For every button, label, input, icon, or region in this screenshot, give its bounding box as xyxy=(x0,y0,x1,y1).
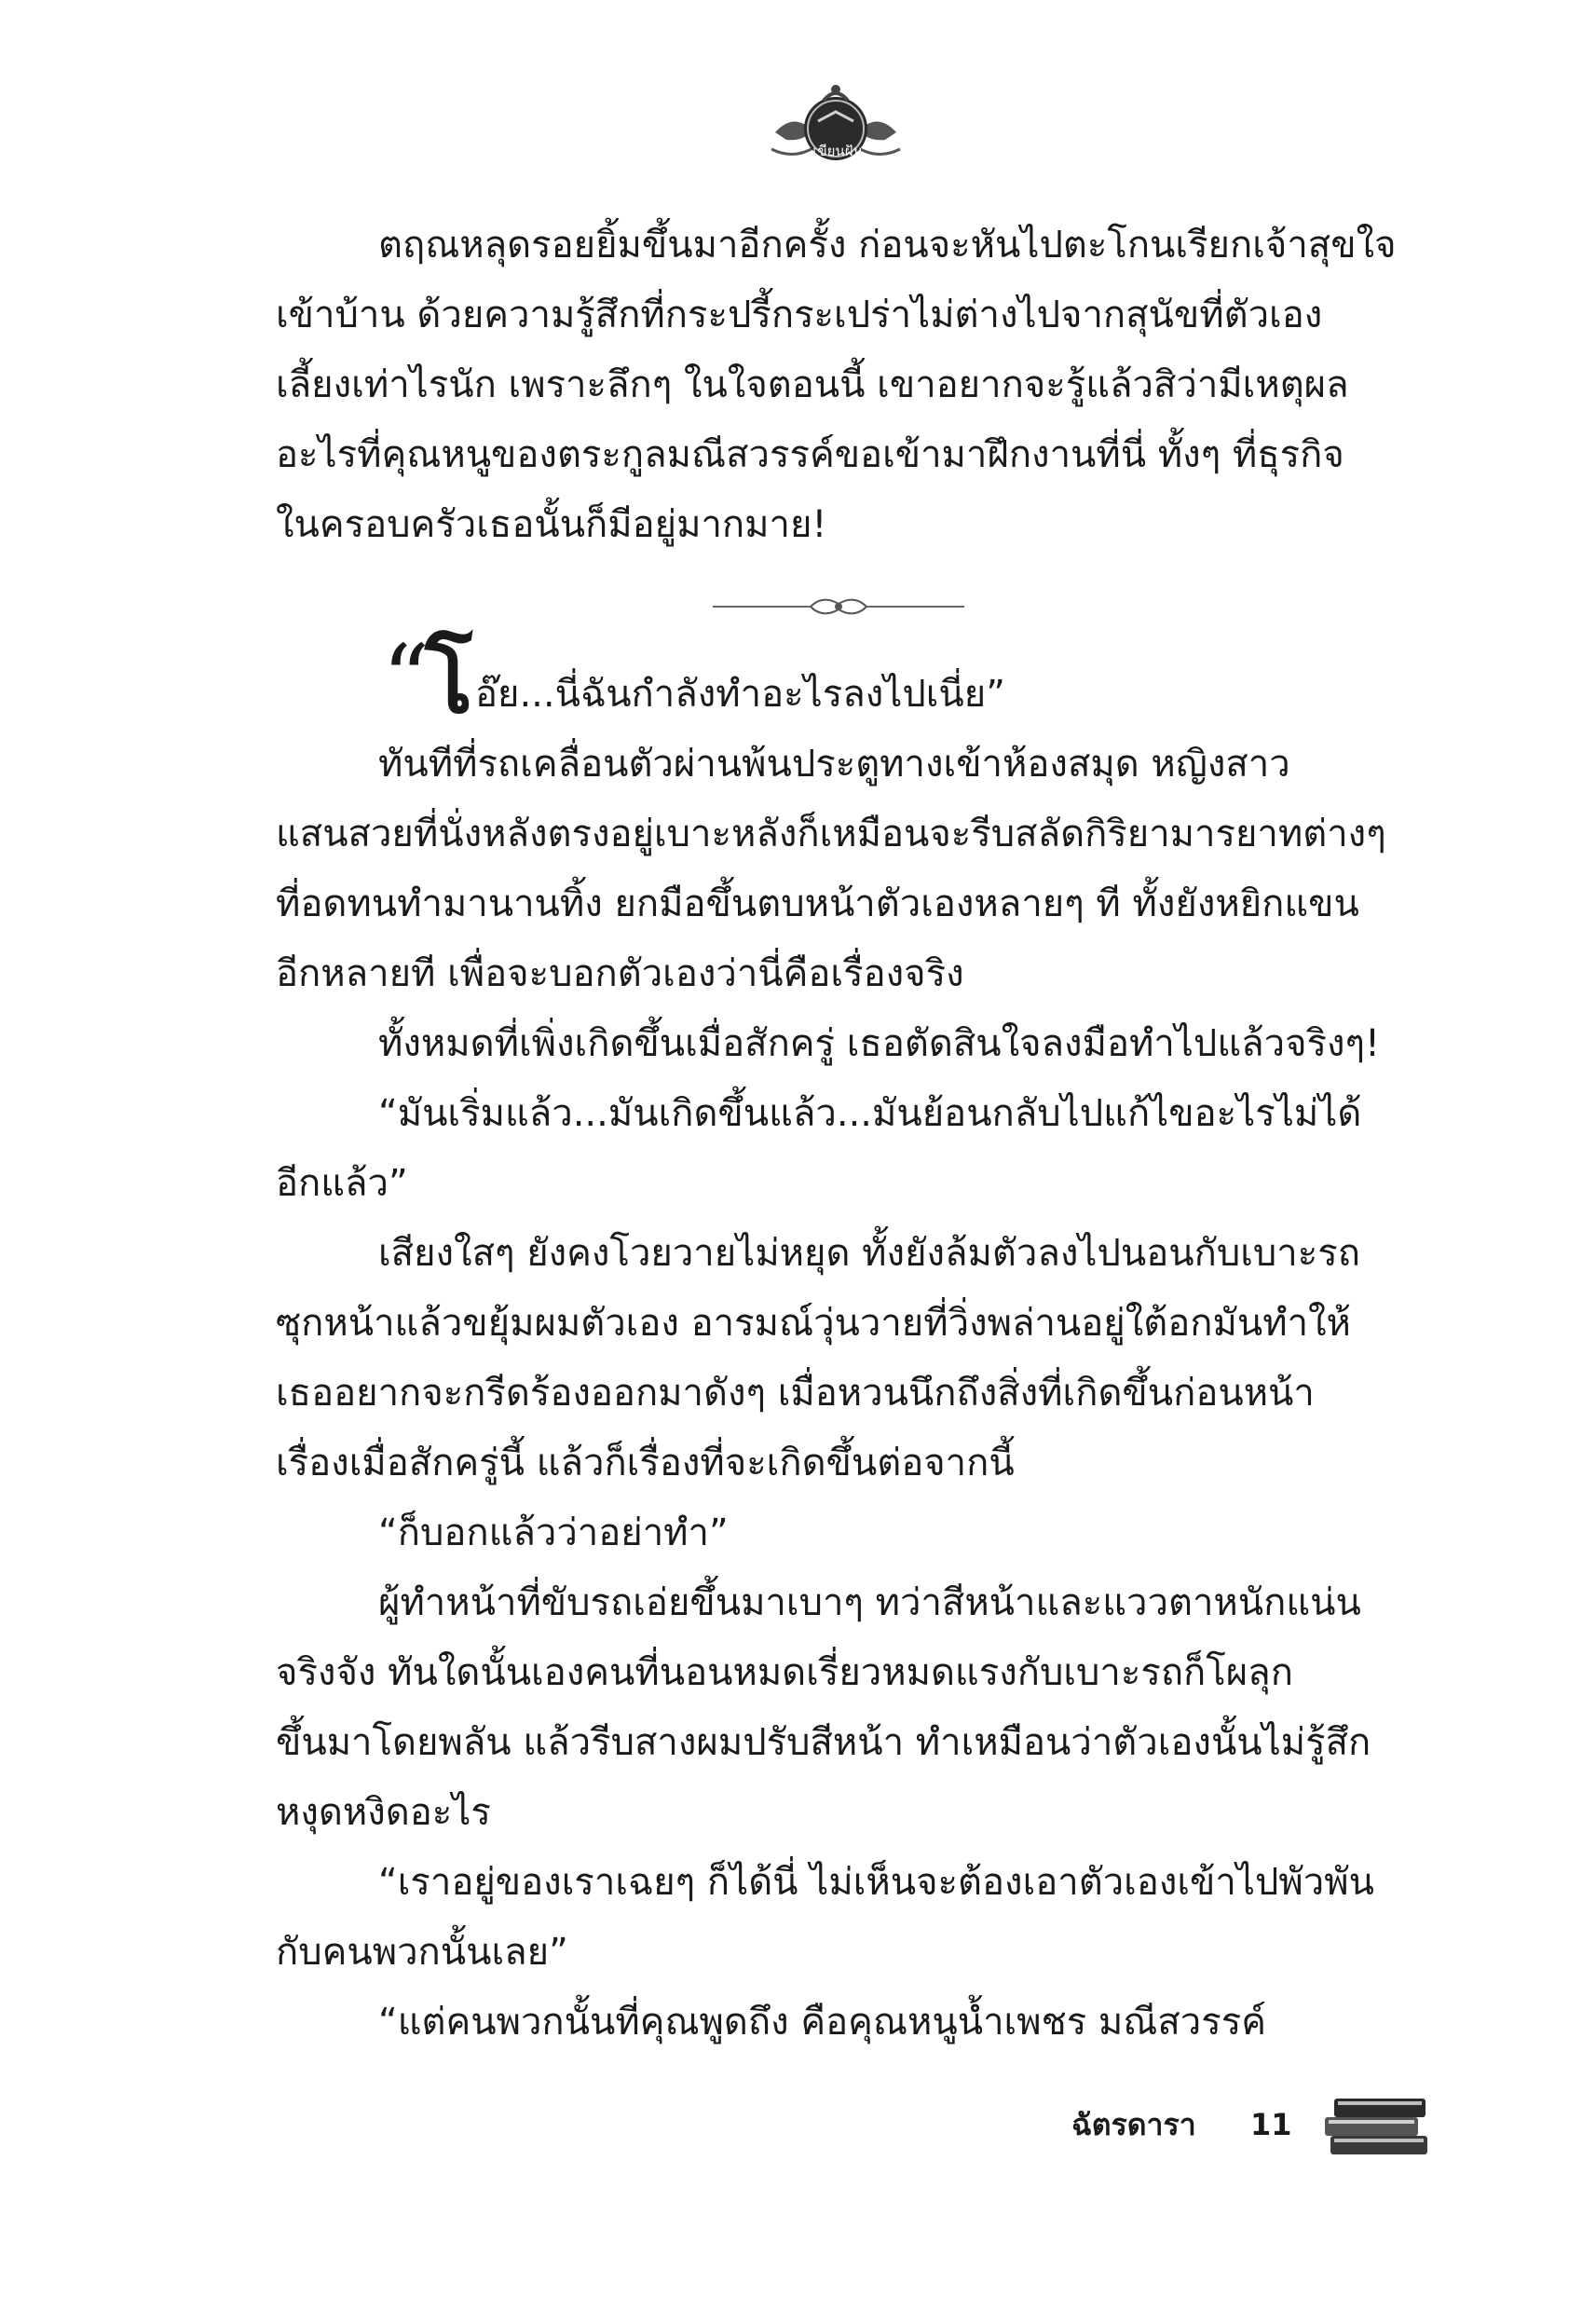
text-line: “มันเริ่มแล้ว...มันเกิดขึ้นแล้ว...มันย้อนกลับไปแก้ไขอะไรไม่ได้ xyxy=(378,1092,1362,1135)
text-line: กับคนพวกนั้นเลย” xyxy=(276,1931,568,1974)
text-line: ทั้งหมดที่เพิ่งเกิดขึ้นเมื่อสักครู่ เธอตัดสินใจลงมือทำไปแล้วจริงๆ! xyxy=(378,1022,1381,1065)
text-line: ตฤณหลุดรอยยิ้มขึ้นมาอีกครั้ง ก่อนจะหันไปตะโกนเรียกเจ้าสุขใจ xyxy=(378,224,1397,267)
text-line: แสนสวยที่นั่งหลังตรงอยู่เบาะหลังก็เหมือนจะรีบสลัดกิริยามารยาทต่างๆ xyxy=(276,813,1386,855)
section-divider-ornament-icon xyxy=(713,593,964,621)
text-line: ที่อดทนทำมานานทิ้ง ยกมือขึ้นตบหน้าตัวเองหลายๆ ที ทั้งยังหยิกแขน xyxy=(276,882,1359,925)
text-line: หงุดหงิดอะไร xyxy=(276,1791,491,1834)
text-line: “แต่คนพวกนั้นที่คุณพูดถึง คือคุณหนูน้ำเพชร มณีสวรรค์ xyxy=(378,2001,1266,2044)
text-line: อีกแล้ว” xyxy=(276,1162,408,1205)
opening-quote-mark: “ xyxy=(382,624,430,733)
drop-cap: โ xyxy=(425,629,473,733)
opening-text: อ๊ย...นี่ฉันกำลังทำอะไรลงไปเนี่ย” xyxy=(475,673,1005,716)
text-line: เสียงใสๆ ยังคงโวยวายไม่หยุด ทั้งยังล้มตัวลงไปนอนกับเบาะรถ xyxy=(378,1232,1360,1275)
text-line: เข้าบ้าน ด้วยความรู้สึกที่กระปรี้กระเปร่าไม่ต่างไปจากสุนัขที่ตัวเอง xyxy=(276,294,1323,336)
stacked-books-icon xyxy=(1321,2087,1433,2162)
text-line: อะไรที่คุณหนูของตระกูลมณีสวรรค์ขอเข้ามาฝึกงานที่นี่ ทั้งๆ ที่ธุรกิจ xyxy=(276,433,1344,476)
text-line: เรื่องเมื่อสักครู่นี้ แล้วก็เรื่องที่จะเกิดขึ้นต่อจากนี้ xyxy=(276,1442,1015,1484)
text-line: ซุกหน้าแล้วขยุ้มผมตัวเอง อารมณ์วุ่นวายที่วิ่งพล่านอยู่ใต้อกมันทำให้ xyxy=(276,1302,1351,1345)
footer-book-title: ฉัตรดารา xyxy=(1071,2107,1196,2142)
text-line: ขึ้นมาโดยพลัน แล้วรีบสางผมปรับสีหน้า ทำเหมือนว่าตัวเองนั้นไม่รู้สึก xyxy=(276,1721,1371,1764)
emblem-text: เขียนฝัน xyxy=(812,143,863,159)
text-line: จริงจัง ทันใดนั้นเองคนที่นอนหมดเรี่ยวหมดแรงกับเบาะรถก็โผลุก xyxy=(276,1651,1293,1694)
text-line: ในครอบครัวเธอนั้นก็มีอยู่มากมาย! xyxy=(276,503,827,546)
text-line: เลี้ยงเท่าไรนัก เพราะลึกๆ ในใจตอนนี้ เขาอยากจะรู้แล้วสิว่ามีเหตุผล xyxy=(276,363,1349,406)
text-line: ทันทีที่รถเคลื่อนตัวผ่านพ้นประตูทางเข้าห้องสมุด หญิงสาว xyxy=(378,743,1290,786)
text-line: “เราอยู่ของเราเฉยๆ ก็ได้นี่ ไม่เห็นจะต้องเอาตัวเองเข้าไปพัวพัน xyxy=(378,1861,1374,1904)
text-line: เธออยากจะกรีดร้องออกมาดังๆ เมื่อหวนนึกถึงสิ่งที่เกิดขึ้นก่อนหน้า xyxy=(276,1372,1315,1415)
page-number: 11 xyxy=(1250,2107,1292,2142)
text-line: ผู้ทำหน้าที่ขับรถเอ่ยขึ้นมาเบาๆ ทว่าสีหน้าและแววตาหนักแน่น xyxy=(378,1581,1361,1624)
text-line: อีกหลายที เพื่อจะบอกตัวเองว่านี่คือเรื่องจริง xyxy=(276,952,964,995)
text-line: “ก็บอกแล้วว่าอย่าทำ” xyxy=(378,1511,729,1554)
